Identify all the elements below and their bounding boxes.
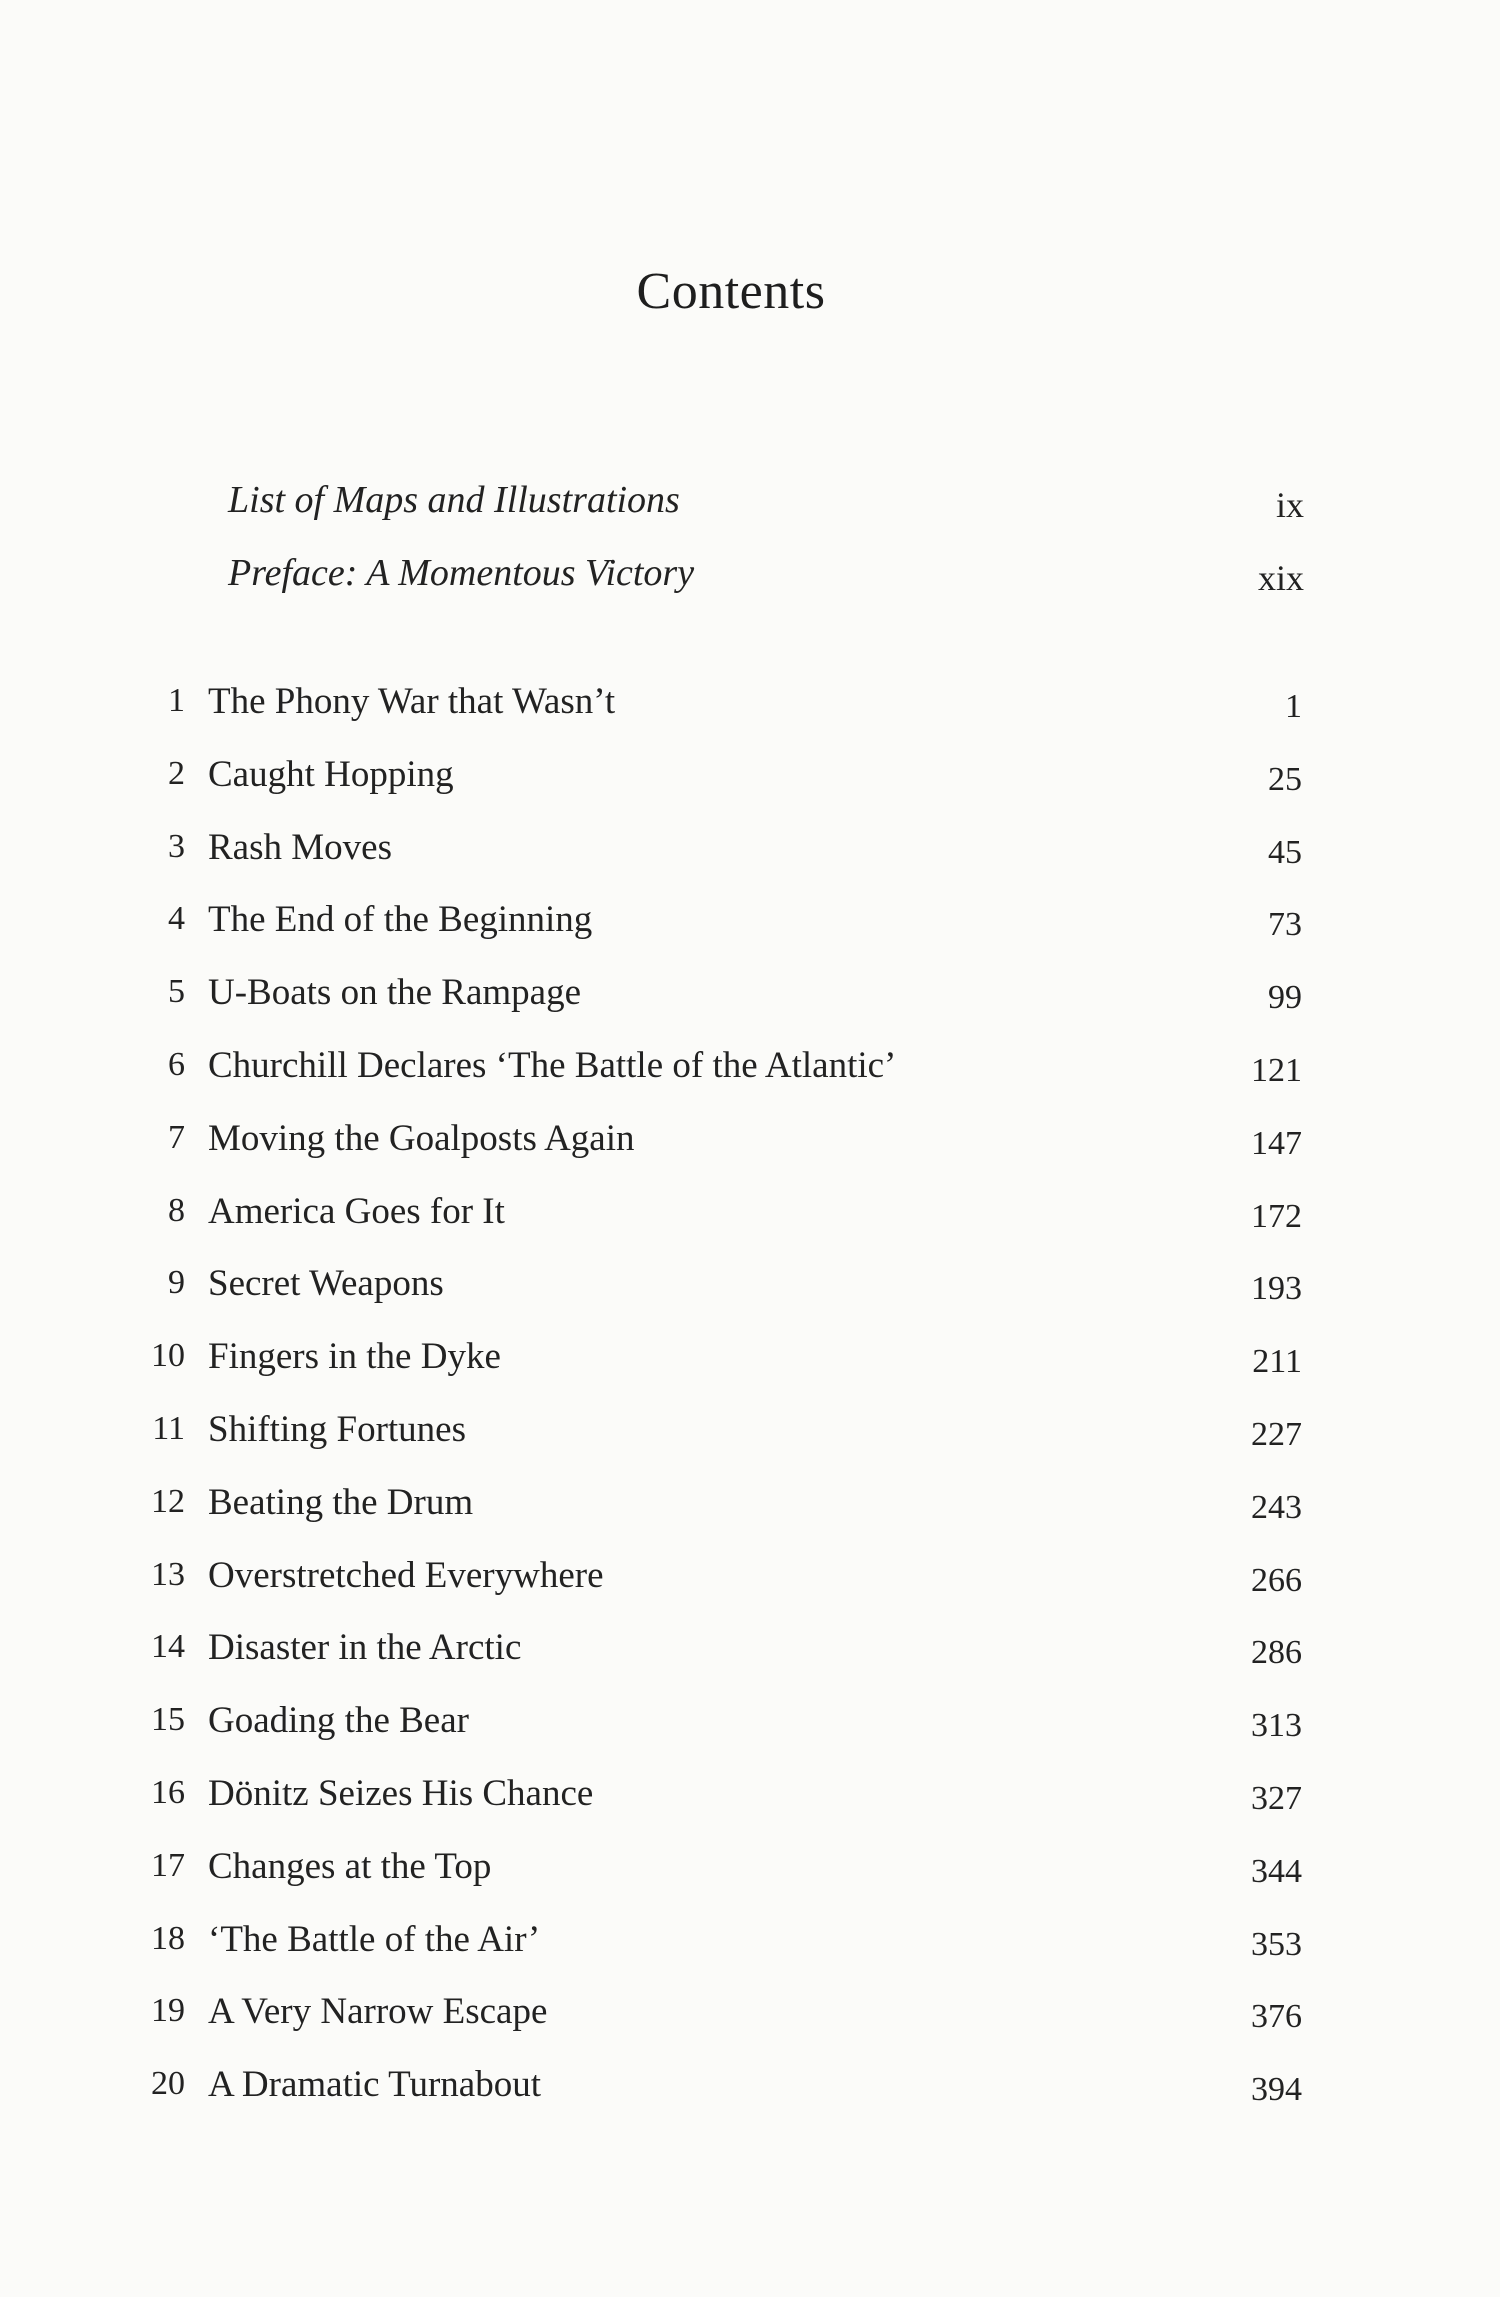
chapter-number: 12 bbox=[151, 1482, 185, 1520]
chapter-title: Overstretched Everywhere bbox=[208, 1554, 604, 1596]
chapter-page-number: 211 bbox=[1252, 1343, 1302, 1381]
chapter-title: Caught Hopping bbox=[208, 753, 454, 795]
page-title: Contents bbox=[636, 263, 826, 320]
chapter-title: The End of the Beginning bbox=[208, 899, 593, 941]
chapter-row bbox=[0, 1481, 1500, 1554]
chapter-number: 1 bbox=[168, 682, 185, 719]
chapter-page-number: 313 bbox=[1251, 1707, 1302, 1745]
chapter-row bbox=[0, 753, 1500, 826]
chapter-row bbox=[0, 680, 1500, 753]
chapter-title: ‘The Battle of the Air’ bbox=[208, 1918, 541, 1960]
chapter-number: 5 bbox=[168, 973, 185, 1011]
chapter-title: Beating the Drum bbox=[208, 1481, 474, 1523]
chapter-number: 6 bbox=[168, 1045, 185, 1083]
chapter-title: Shifting Fortunes bbox=[208, 1408, 466, 1450]
chapter-number: 3 bbox=[168, 827, 185, 865]
chapter-number: 11 bbox=[152, 1409, 185, 1447]
chapter-number: 20 bbox=[151, 2065, 185, 2103]
chapter-row bbox=[0, 1699, 1500, 1772]
chapter-page-number: 99 bbox=[1268, 979, 1302, 1017]
front-matter-label: Preface: A Momentous Victory bbox=[228, 552, 695, 594]
chapter-row bbox=[0, 1408, 1500, 1481]
front-matter-row bbox=[0, 551, 1500, 624]
chapter-title: Moving the Goalposts Again bbox=[208, 1117, 635, 1159]
front-matter-page-number: xix bbox=[1257, 558, 1304, 598]
chapter-number: 17 bbox=[151, 1846, 185, 1884]
chapter-row bbox=[0, 1845, 1500, 1918]
chapter-row bbox=[0, 971, 1500, 1044]
chapter-number: 8 bbox=[168, 1191, 185, 1229]
chapter-row bbox=[0, 1044, 1500, 1117]
chapter-row bbox=[0, 1117, 1500, 1190]
chapter-page-number: 394 bbox=[1251, 2071, 1302, 2109]
chapter-page-number: 227 bbox=[1251, 1415, 1302, 1453]
chapter-page-number: 121 bbox=[1251, 1051, 1302, 1089]
chapter-page-number: 73 bbox=[1268, 906, 1302, 944]
chapter-number: 15 bbox=[151, 1701, 185, 1739]
front-matter-row bbox=[0, 478, 1500, 551]
chapter-title: A Very Narrow Escape bbox=[208, 1991, 548, 2033]
chapter-title: The Phony War that Wasn’t bbox=[208, 681, 616, 722]
chapter-number: 13 bbox=[151, 1555, 185, 1593]
chapter-number: 4 bbox=[168, 900, 185, 938]
chapter-row bbox=[0, 2063, 1500, 2136]
chapter-row bbox=[0, 1554, 1500, 1627]
chapter-row bbox=[0, 1190, 1500, 1263]
chapter-page-number: 344 bbox=[1251, 1852, 1302, 1890]
chapter-title: Secret Weapons bbox=[208, 1263, 444, 1305]
chapter-title: Goading the Bear bbox=[208, 1700, 469, 1742]
chapter-number: 14 bbox=[151, 1628, 185, 1666]
chapter-title: Changes at the Top bbox=[208, 1845, 492, 1887]
chapter-number: 7 bbox=[168, 1118, 185, 1156]
chapter-number: 16 bbox=[151, 1773, 185, 1811]
chapter-number: 9 bbox=[168, 1264, 185, 1302]
chapter-page-number: 25 bbox=[1268, 760, 1302, 798]
chapter-title: Churchill Declares ‘The Battle of the Atlantic’ bbox=[208, 1044, 897, 1086]
chapter-number: 2 bbox=[168, 754, 185, 792]
chapter-title: Fingers in the Dyke bbox=[208, 1336, 501, 1378]
chapter-row bbox=[0, 1335, 1500, 1408]
front-matter-page-number: ix bbox=[1275, 485, 1304, 525]
chapter-page-number: 147 bbox=[1251, 1124, 1302, 1162]
chapter-row bbox=[0, 826, 1500, 899]
chapter-title: Rash Moves bbox=[208, 826, 392, 868]
chapter-page-number: 286 bbox=[1251, 1634, 1302, 1672]
chapter-number: 10 bbox=[151, 1337, 185, 1375]
chapter-page-number: 1 bbox=[1285, 688, 1302, 725]
chapter-title: America Goes for It bbox=[208, 1190, 505, 1232]
chapter-page-number: 376 bbox=[1251, 1998, 1302, 2036]
chapter-page-number: 327 bbox=[1251, 1779, 1302, 1817]
chapter-row bbox=[0, 1918, 1500, 1991]
chapter-number: 18 bbox=[151, 1919, 185, 1957]
chapter-page-number: 353 bbox=[1251, 1925, 1302, 1963]
chapter-row bbox=[0, 1626, 1500, 1699]
chapter-page-number: 243 bbox=[1251, 1488, 1302, 1526]
front-matter-list bbox=[0, 478, 1500, 624]
chapter-row bbox=[0, 898, 1500, 971]
chapter-row bbox=[0, 1262, 1500, 1335]
chapter-row bbox=[0, 1772, 1500, 1845]
chapter-page-number: 45 bbox=[1268, 833, 1302, 871]
chapter-title: Dönitz Seizes His Chance bbox=[208, 1772, 594, 1814]
chapter-number: 19 bbox=[151, 1992, 185, 2030]
chapter-page-number: 193 bbox=[1251, 1270, 1302, 1308]
front-matter-label: List of Maps and Illustrations bbox=[228, 479, 680, 521]
chapter-list bbox=[0, 680, 1500, 2136]
chapter-title: A Dramatic Turnabout bbox=[208, 2064, 541, 2106]
chapter-page-number: 172 bbox=[1251, 1197, 1302, 1235]
chapter-row bbox=[0, 1990, 1500, 2063]
chapter-title: Disaster in the Arctic bbox=[208, 1627, 522, 1669]
chapter-title: U-Boats on the Rampage bbox=[208, 972, 581, 1014]
chapter-page-number: 266 bbox=[1251, 1561, 1302, 1599]
